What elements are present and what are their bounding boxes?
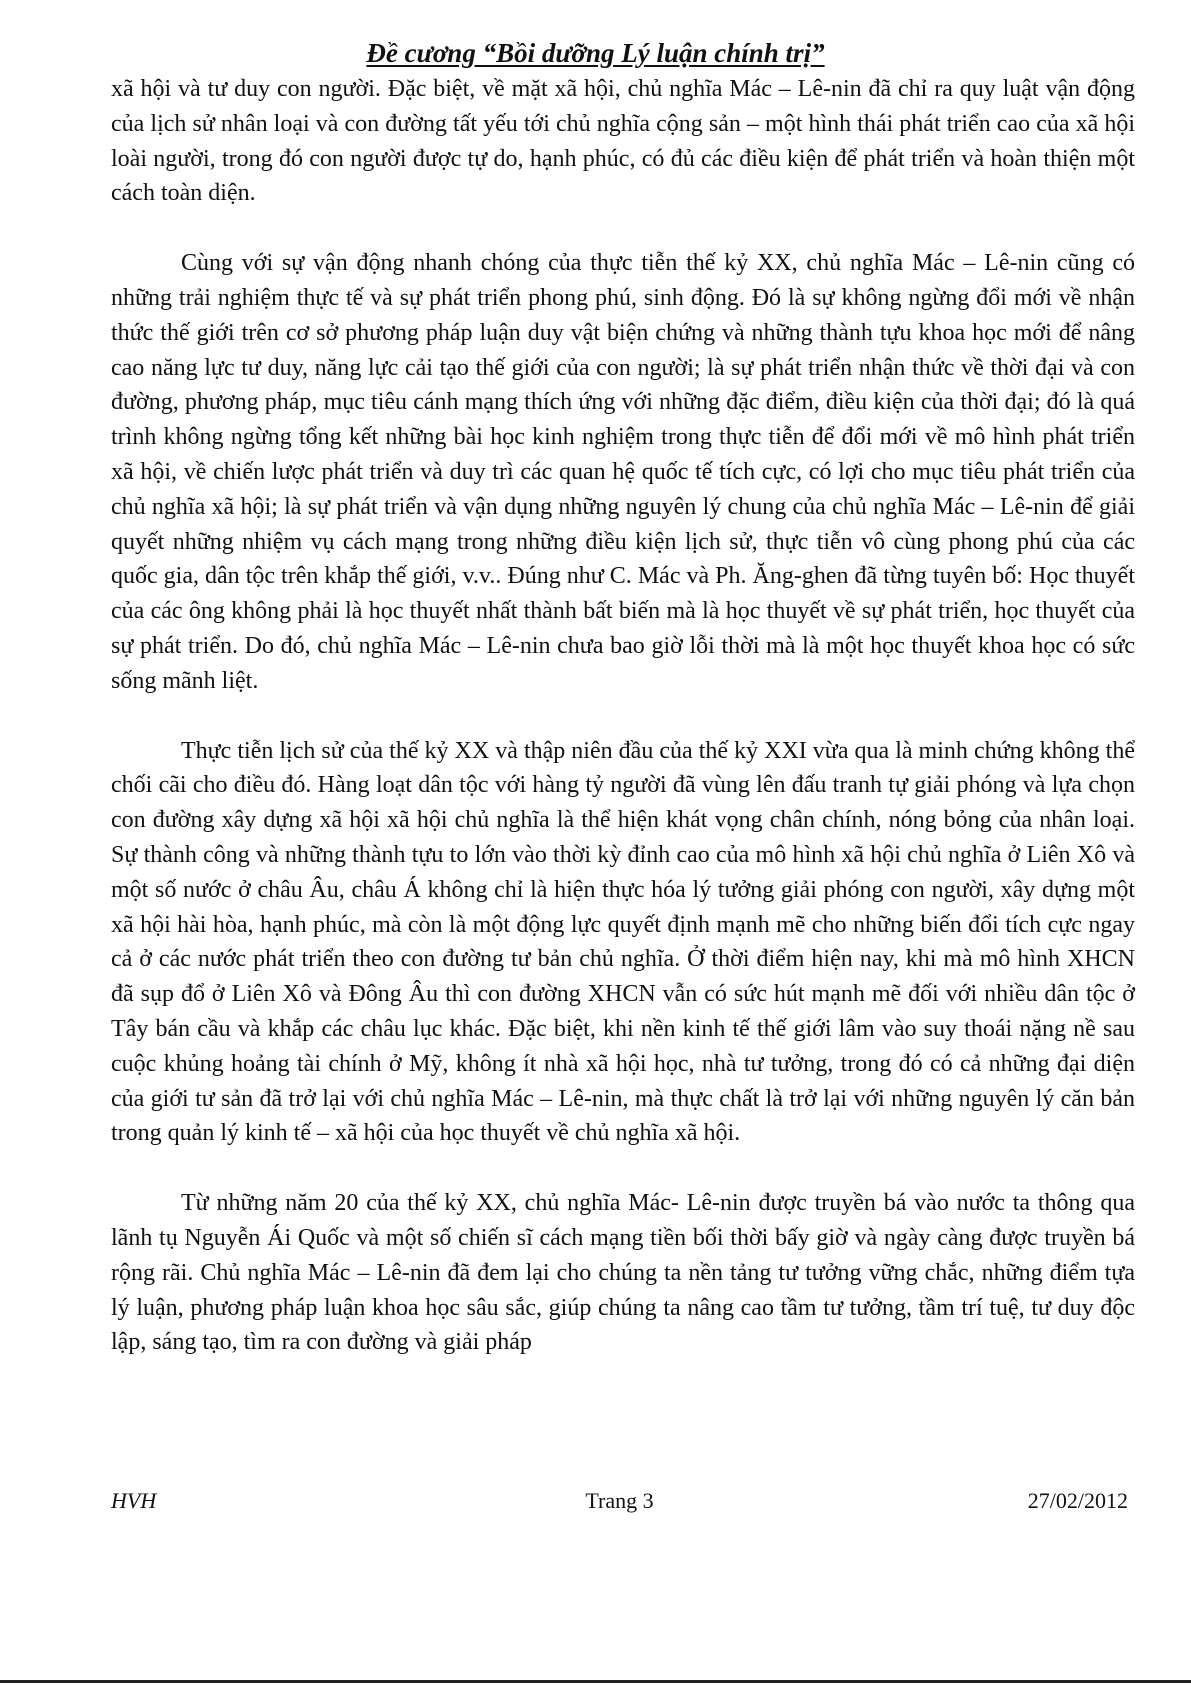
paragraph: Thực tiễn lịch sử của thế kỷ XX và thập niên đầu của thế kỷ XXI vừa qua là minh chứng không thể chối cãi cho điều đó. Hàng loạt dân tộc với hàng tỷ người đã vùng lên đấu tranh tự giải phóng và lựa chọn con đường xây dựng xã hội xã hội chủ nghĩa là thể hiện khát vọng chân chính, nóng bỏng của nhân loại. Sự thành công và những thành tựu to lớn vào thời kỳ đỉnh cao của mô hình xã hội chủ nghĩa ở Liên Xô và một số nước ở châu Âu, châu Á không chỉ là hiện thực hóa lý tưởng giải phóng con người, xây dựng một xã hội hài hòa, hạnh phúc, mà còn là một động lực quyết định mạnh mẽ cho những biến đổi tích cực ngay cả ở các nước phát triển theo con đường tư bản chủ nghĩa. Ở thời điểm hiện nay, khi mà mô hình XHCN đã sụp đổ ở Liên Xô và Đông Âu thì con đường XHCN vẫn có sức hút mạnh mẽ đối với nhiều dân tộc ở Tây bán cầu và khắp các châu lục khác. Đặc biệt, khi nền kinh tế thế giới lâm vào suy thoái nặng nề sau cuộc khủng hoảng tài chính ở Mỹ, không ít nhà xã hội học, nhà tư tưởng, trong đó có cả những đại diện của giới tư sản đã trở lại với chủ nghĩa Mác – Lê-nin, mà thực chất là trở lại với những nguyên lý căn bản trong quản lý kinh tế – xã hội của học thuyết về chủ nghĩa xã hội. bbox=[111, 737, 1135, 1147]
page-footer bbox=[111, 1484, 1128, 1518]
page-header-title: Đề cương “Bồi dưỡng Lý luận chính trị” bbox=[366, 38, 825, 68]
paragraph-gap bbox=[111, 1151, 1135, 1186]
paragraph: Từ những năm 20 của thế kỷ XX, chủ nghĩa Mác- Lê-nin được truyền bá vào nước ta thông qua lãnh tụ Nguyễn Ái Quốc và một số chiến sĩ cách mạng tiền bối thời bấy giờ và ngày càng được truyền bá rộng rãi. Chủ nghĩa Mác – Lê-nin đã đem lại cho chúng ta nền tảng tư tưởng vững chắc, những điểm tựa lý luận, phương pháp luận khoa học sâu sắc, giúp chúng ta nâng cao tầm tư tưởng, tầm trí tuệ, tư duy độc lập, sáng tạo, tìm ra con đường và giải pháp bbox=[111, 1190, 1135, 1356]
bottom-border-line bbox=[0, 1680, 1191, 1683]
paragraph: Cùng với sự vận động nhanh chóng của thực tiễn thế kỷ XX, chủ nghĩa Mác – Lê-nin cũng có những trải nghiệm thực tế và sự phát triển phong phú, sinh động. Đó là sự không ngừng đổi mới về nhận thức thế giới trên cơ sở phương pháp luận duy vật biện chứng và những thành tựu khoa học mới để nâng cao năng lực tư duy, năng lực cải tạo thế giới của con người; là sự phát triển nhận thức về thời đại và con đường, phương pháp, mục tiêu cánh mạng thích ứng với những đặc điểm, điều kiện của thời đại; đó là quá trình không ngừng tổng kết những bài học kinh nghiệm trong thực tiễn để đổi mới về mô hình phát triển xã hội, về chiến lược phát triển và duy trì các quan hệ quốc tế tích cực, có lợi cho mục tiêu phát triển của chủ nghĩa xã hội; là sự phát triển và vận dụng những nguyên lý chung của chủ nghĩa Mác – Lê-nin để giải quyết những nhiệm vụ cách mạng trong những điều kiện lịch sử, thực tiễn vô cùng phong phú của các quốc gia, dân tộc trên khắp thế giới, v.v.. Đúng như C. Mác và Ph. Ăng-ghen đã từng tuyên bố: Học thuyết của các ông không phải là học thuyết nhất thành bất biến mà là học thuyết về sự phát triển, học thuyết của sự phát triển. Do đó, chủ nghĩa Mác – Lê-nin chưa bao giờ lỗi thời mà là một học thuyết khoa học có sức sống mãnh liệt. bbox=[111, 250, 1135, 694]
footer-page-number: Trang 3 bbox=[585, 1488, 654, 1513]
paragraph-continued: xã hội và tư duy con người. Đặc biệt, về mặt xã hội, chủ nghĩa Mác – Lê-nin đã chỉ ra quy luật vận động của lịch sử nhân loại và con đường tất yếu tới chủ nghĩa cộng sản – một hình thái phát triển cao của xã hội loài người, trong đó con người được tự do, hạnh phúc, có đủ các điều kiện để phát triển và hoàn thiện một cách toàn diện. bbox=[111, 76, 1135, 207]
paragraph-gap bbox=[111, 211, 1135, 246]
document-body bbox=[111, 72, 1135, 1360]
footer-author: HVH bbox=[111, 1488, 157, 1513]
paragraph-gap bbox=[111, 699, 1135, 734]
footer-date: 27/02/2012 bbox=[1027, 1488, 1128, 1513]
